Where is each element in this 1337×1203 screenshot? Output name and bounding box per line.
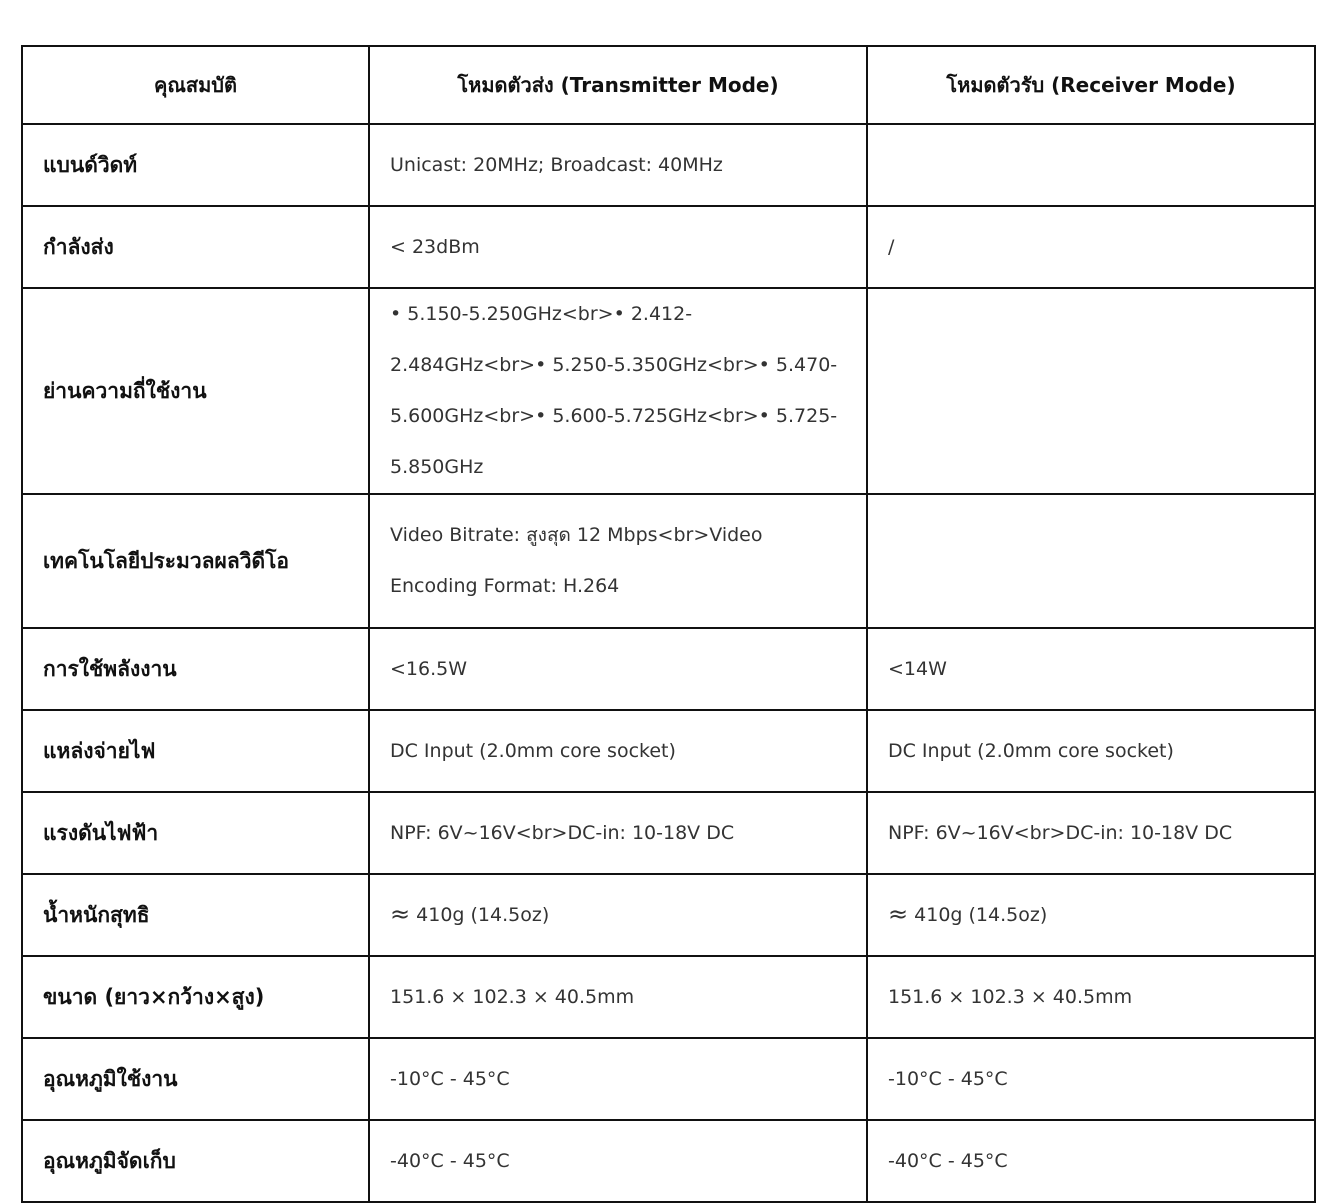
row-label: แรงดันไฟฟ้า — [22, 792, 369, 874]
transmitter-value: NPF: 6V~16V<br>DC-in: 10-18V DC — [369, 792, 867, 874]
table-row — [22, 710, 1315, 792]
receiver-weight: 410g (14.5oz) — [914, 904, 1048, 926]
table-row — [22, 792, 1315, 874]
transmitter-value: Unicast: 20MHz; Broadcast: 40MHz — [369, 124, 867, 206]
row-label: แบนด์วิดท์ — [22, 124, 369, 206]
transmitter-value: 151.6 × 102.3 × 40.5mm — [369, 956, 867, 1038]
header-row — [22, 46, 1315, 124]
transmitter-value: DC Input (2.0mm core socket) — [369, 710, 867, 792]
approx-symbol: ≈ — [390, 900, 411, 928]
transmitter-value: < 23dBm — [369, 206, 867, 288]
row-label: เทคโนโลยีประมวลผลวิดีโอ — [22, 494, 369, 628]
row-label: อุณหภูมิจัดเก็บ — [22, 1120, 369, 1202]
transmitter-value: <16.5W — [369, 628, 867, 710]
receiver-value: DC Input (2.0mm core socket) — [867, 710, 1315, 792]
receiver-value: / — [867, 206, 1315, 288]
transmitter-value — [369, 874, 867, 956]
transmitter-value: -10°C - 45°C — [369, 1038, 867, 1120]
spec-table — [21, 45, 1316, 1203]
row-label: น้ำหนักสุทธิ — [22, 874, 369, 956]
receiver-value: 151.6 × 102.3 × 40.5mm — [867, 956, 1315, 1038]
table-row — [22, 494, 1315, 628]
receiver-value: NPF: 6V~16V<br>DC-in: 10-18V DC — [867, 792, 1315, 874]
transmitter-value: • 5.150-5.250GHz<br>• 2.412-2.484GHz<br>• 5.250-5.350GHz<br>• 5.470-5.600GHz<br>• 5.600-5.725GHz<br>• 5.725-5.850GHz — [369, 288, 867, 494]
table-row — [22, 206, 1315, 288]
receiver-value: -40°C - 45°C — [867, 1120, 1315, 1202]
row-label: อุณหภูมิใช้งาน — [22, 1038, 369, 1120]
receiver-value — [867, 124, 1315, 206]
row-label: ขนาด (ยาว×กว้าง×สูง) — [22, 956, 369, 1038]
row-label: กำลังส่ง — [22, 206, 369, 288]
receiver-value: <14W — [867, 628, 1315, 710]
receiver-value — [867, 288, 1315, 494]
table-row — [22, 1120, 1315, 1202]
transmitter-weight: 410g (14.5oz) — [416, 904, 550, 926]
receiver-value — [867, 494, 1315, 628]
table-row — [22, 956, 1315, 1038]
row-label: การใช้พลังงาน — [22, 628, 369, 710]
receiver-value — [867, 874, 1315, 956]
approx-symbol: ≈ — [888, 900, 909, 928]
transmitter-value: Video Bitrate: สูงสุด 12 Mbps<br>Video Encoding Format: H.264 — [369, 494, 867, 628]
table-row — [22, 628, 1315, 710]
row-label: ย่านความถี่ใช้งาน — [22, 288, 369, 494]
header-receiver-mode: โหมดตัวรับ (Receiver Mode) — [867, 46, 1315, 124]
table-row — [22, 1038, 1315, 1120]
transmitter-value: -40°C - 45°C — [369, 1120, 867, 1202]
header-feature: คุณสมบัติ — [22, 46, 369, 124]
table-row — [22, 124, 1315, 206]
header-transmitter-mode: โหมดตัวส่ง (Transmitter Mode) — [369, 46, 867, 124]
receiver-value: -10°C - 45°C — [867, 1038, 1315, 1120]
table-row — [22, 874, 1315, 956]
row-label: แหล่งจ่ายไฟ — [22, 710, 369, 792]
table-row — [22, 288, 1315, 494]
